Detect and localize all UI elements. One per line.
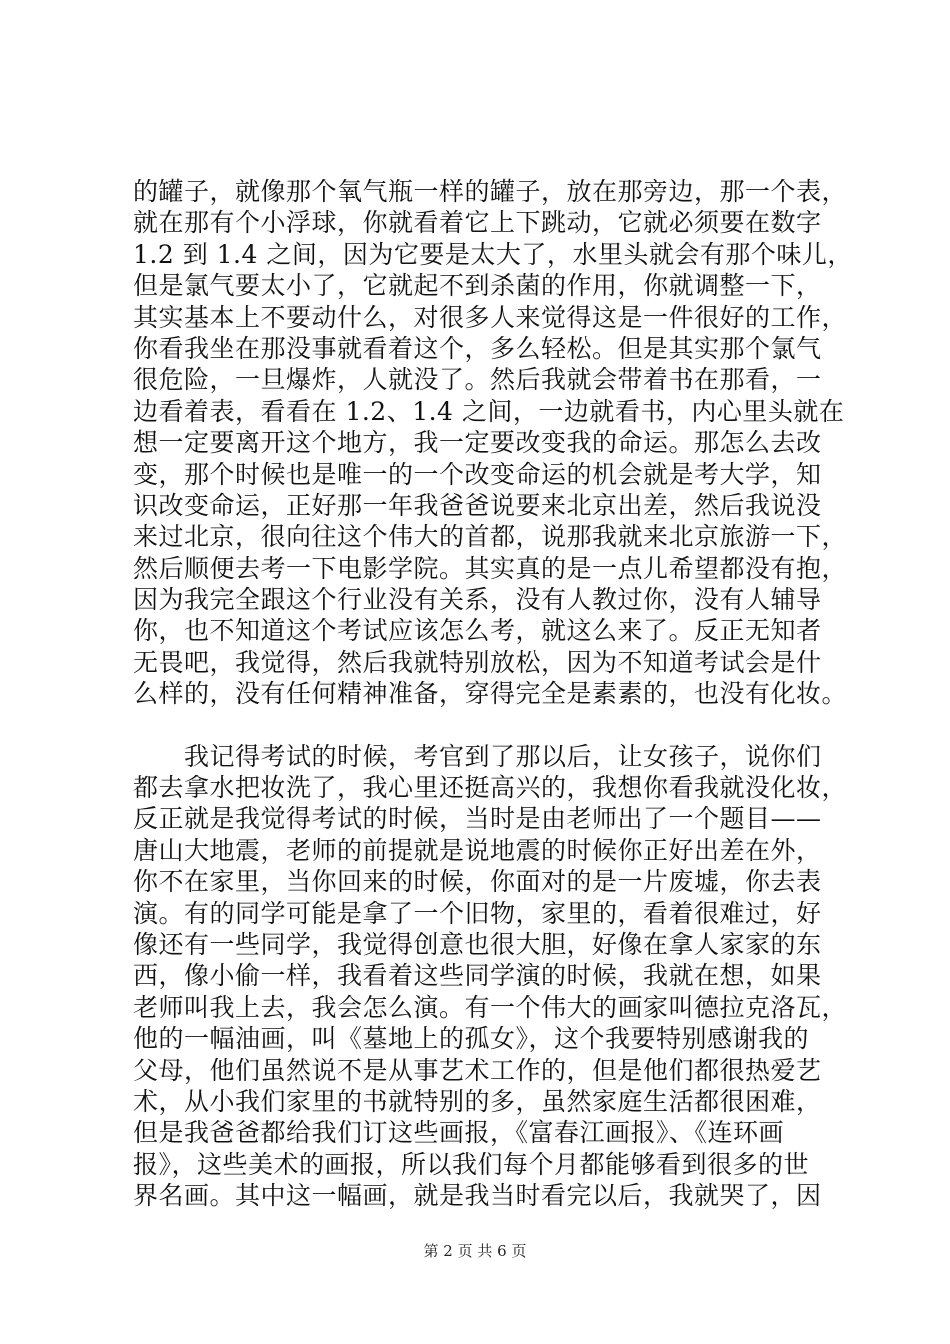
paragraph-1 (133, 176, 853, 710)
text-line: 很危险，一旦爆炸，人就没了。然后我就会带着书在那看，一 (133, 365, 822, 395)
page-number: 第 2 页 共 6 页 (423, 1242, 527, 1260)
text-line: 但是氯气要太小了，它就起不到杀菌的作用，你就调整一下， (133, 271, 822, 301)
text-line: 无畏吧，我觉得，然后我就特别放松，因为不知道考试会是什 (133, 647, 822, 677)
text-line: 的罐子，就像那个氧气瓶一样的罐子，放在那旁边，那一个表， (133, 177, 848, 206)
text-line: 其实基本上不要动什么，对很多人来觉得这是一件很好的工作， (133, 302, 848, 332)
text-line: 界名画。其中这一幅画，就是我当时看完以后，我就哭了，因 (133, 1181, 822, 1211)
text-line: 你看我坐在那没事就看着这个，多么轻松。但是其实那个氯气 (133, 333, 822, 363)
text-line: 演。有的同学可能是拿了一个旧物，家里的，看着很难过，好 (133, 898, 822, 928)
text-line: 老师叫我上去，我会怎么演。有一个伟大的画家叫德拉克洛瓦， (133, 992, 848, 1022)
paragraph-2 (133, 741, 848, 1212)
text-line: 都去拿水把妆洗了，我心里还挺高兴的，我想你看我就没化妆， (133, 773, 848, 803)
text-line: 1.2 到 1.4 之间，因为它要是太大了，水里头就会有那个味儿， (133, 239, 853, 269)
text-line: 来过北京，很向往这个伟大的首都，说那我就来北京旅游一下， (133, 522, 848, 552)
text-line: 你，也不知道这个考试应该怎么考，就这么来了。反正无知者 (133, 616, 822, 646)
body-text (133, 176, 853, 1212)
text-line: 像还有一些同学，我觉得创意也很大胆，好像在拿人家家的东 (133, 929, 822, 959)
text-line: 反正就是我觉得考试的时候，当时是由老师出了一个题目—— (133, 804, 822, 834)
text-line: 唐山大地震，老师的前提就是说地震的时候你正好出差在外， (133, 835, 822, 865)
text-line: 他的一幅油画，叫《墓地上的孤女》，这个我要特别感谢我的 (133, 1024, 810, 1054)
text-line: 就在那有个小浮球，你就看着它上下跳动，它就必须要在数字 (133, 208, 822, 238)
text-line: 想一定要离开这个地方，我一定要改变我的命运。那怎么去改 (133, 428, 822, 458)
text-line: 你不在家里，当你回来的时候，你面对的是一片废墟，你去表 (133, 867, 822, 897)
text-line: 识改变命运，正好那一年我爸爸说要来北京出差，然后我说没 (133, 490, 822, 520)
text-line: 因为我完全跟这个行业没有关系，没有人教过你，没有人辅导 (133, 585, 822, 615)
text-line: 报》，这些美术的画报，所以我们每个月都能够看到很多的世 (133, 1149, 810, 1179)
text-line: 么样的，没有任何精神准备，穿得完全是素素的，也没有化妆。 (133, 679, 848, 709)
text-line: 边看着表，看看在 1.2、1.4 之间，一边就看书，内心里头就在 (133, 396, 845, 426)
text-line: 父母，他们虽然说不是从事艺术工作的，但是他们都很热爱艺 (133, 1055, 822, 1085)
page-footer (0, 1240, 950, 1261)
text-line: 然后顺便去考一下电影学院。其实真的是一点儿希望都没有抱， (133, 553, 848, 583)
text-line: 但是我爸爸都给我们订这些画报，《富春江画报》、《连环画 (133, 1118, 785, 1148)
paragraph-gap (133, 710, 833, 741)
text-line: 我记得考试的时候，考官到了那以后，让女孩子，说你们 (133, 741, 822, 771)
text-line: 西，像小偷一样，我看着这些同学演的时候，我就在想，如果 (133, 961, 822, 991)
text-line: 术，从小我们家里的书就特别的多，虽然家庭生活都很困难， (133, 1086, 822, 1116)
text-line: 变，那个时候也是唯一的一个改变命运的机会就是考大学，知 (133, 459, 822, 489)
